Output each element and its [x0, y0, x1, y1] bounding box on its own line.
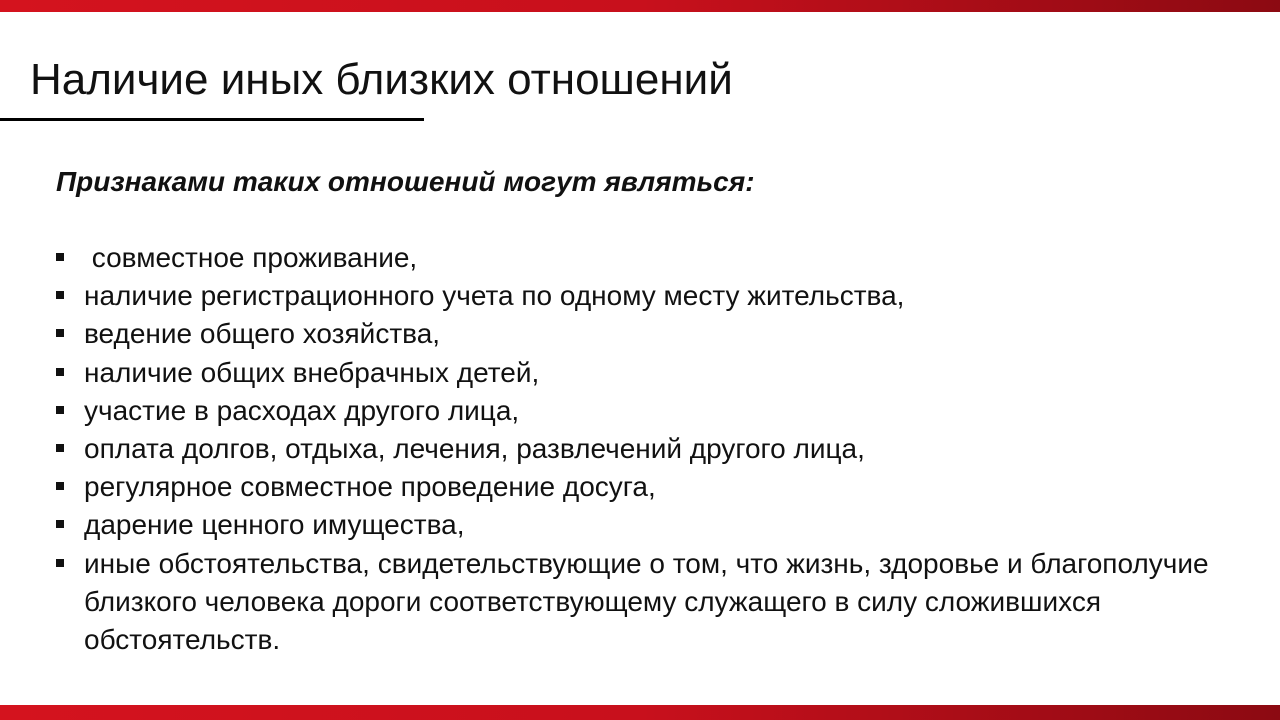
- list-item-text: иные обстоятельства, свидетельствующие о том, что жизнь, здоровье и благополучие близкого человека дороги соответствующему служащего в силу сложившихся обстоятельств.: [84, 547, 1209, 656]
- slide-title: Наличие иных близких отношений: [30, 55, 733, 104]
- square-bullet-icon: [56, 368, 64, 376]
- square-bullet-icon: [56, 291, 64, 299]
- slide-subtitle: Признаками таких отношений могут являться:: [56, 166, 755, 197]
- list-item: [52, 354, 1212, 392]
- square-bullet-icon: [56, 329, 64, 337]
- square-bullet-icon: [56, 559, 64, 567]
- list-item-text: регулярное совместное проведение досуга,: [84, 471, 656, 503]
- list-item: [52, 392, 1212, 430]
- square-bullet-icon: [56, 444, 64, 452]
- list-item: [52, 545, 1212, 660]
- square-bullet-icon: [56, 406, 64, 414]
- signs-list: [52, 239, 1212, 659]
- list-item: [52, 315, 1212, 353]
- top-accent-bar: [0, 0, 1280, 12]
- square-bullet-icon: [56, 253, 64, 261]
- title-underline: [0, 118, 424, 121]
- list-item: [52, 468, 1212, 506]
- list-item-text: ведение общего хозяйства,: [84, 318, 441, 350]
- square-bullet-icon: [56, 520, 64, 528]
- list-item: [52, 277, 1212, 315]
- list-item-text: участие в расходах другого лица,: [84, 394, 520, 426]
- list-item-text: совместное проживание,: [84, 242, 418, 273]
- list-item-text: наличие регистрационного учета по одному месту жительства,: [84, 280, 905, 312]
- list-item: [52, 239, 1212, 277]
- square-bullet-icon: [56, 482, 64, 490]
- list-item: [52, 506, 1212, 544]
- list-item-text: наличие общих внебрачных детей,: [84, 356, 540, 388]
- list-item-text: оплата долгов, отдыха, лечения, развлечений другого лица,: [84, 433, 865, 465]
- bottom-accent-bar: [0, 705, 1280, 720]
- list-item-text: дарение ценного имущества,: [84, 509, 465, 541]
- list-item: [52, 430, 1212, 468]
